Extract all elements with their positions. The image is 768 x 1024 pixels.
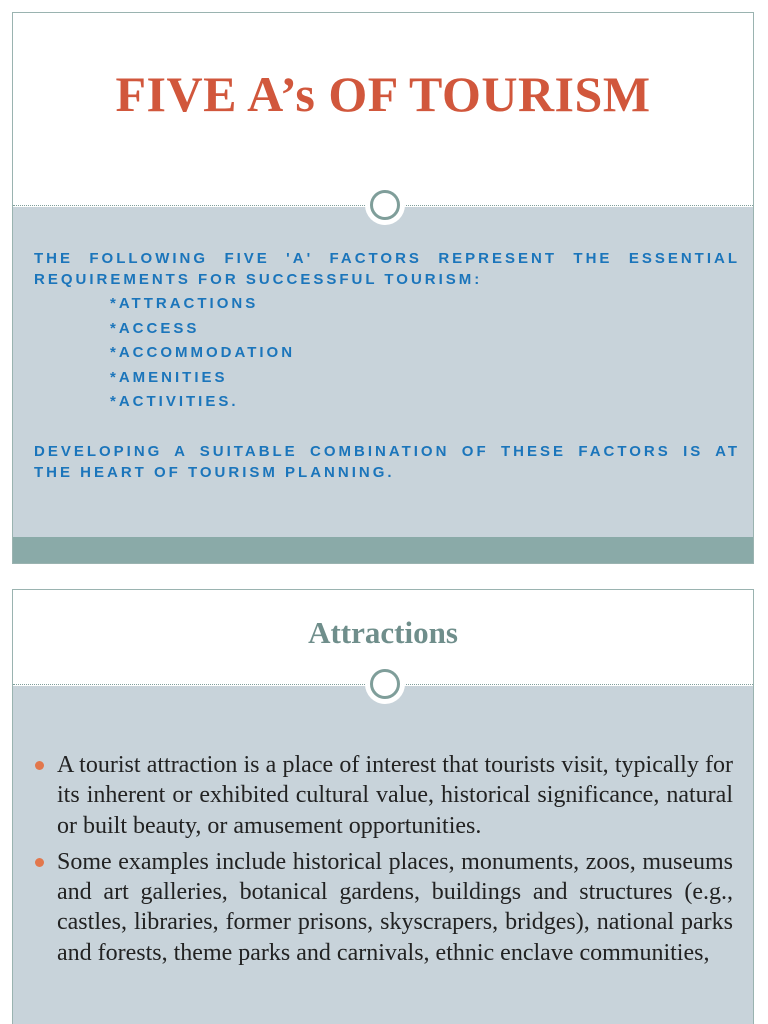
bullet-list [35,750,733,974]
bullet-text: A tourist attraction is a place of interest that tourists visit, typically for its inherent or exhibited cultural value, historical significance, natural or built beauty, or amusement opportunities. [57,752,733,839]
factor-list [110,292,295,415]
factor-item: *ATTRACTIONS [110,295,259,312]
factor-item: *AMENITIES [110,368,228,386]
bullet-item [35,847,733,968]
ring-ornament-icon [365,185,405,225]
bullet-item [35,750,733,841]
factor-item: *ACCESS [110,319,200,337]
bullet-dot-icon [35,761,44,770]
slide-five-as [12,12,754,564]
slide-title: FIVE A’s OF TOURISM [115,66,651,122]
footer-bar [13,537,753,564]
title-area [13,13,753,205]
slide-attractions [12,589,754,1024]
ring-ornament-icon [365,664,405,704]
bullet-dot-icon [35,858,44,867]
factor-item: *ACCOMMODATION [110,344,296,361]
bullet-text: Some examples include historical places, monuments, zoos, museums and art galleries, botanical gardens, buildings and structures (e.g., castles, libraries, former prisons, skyscrapers, bridges), national parks and forests, theme parks and carnivals, ethnic enclave communities, [57,848,733,966]
closing-text: DEVELOPING A SUITABLE COMBINATION OF THESE FACTORS IS AT THE HEART OF TOURISM PLANNING. [34,443,740,481]
slide-title: Attractions [308,615,458,650]
factor-item: *ACTIVITIES. [110,393,239,410]
intro-text: THE FOLLOWING FIVE 'A' FACTORS REPRESENT THE ESSENTIAL REQUIREMENTS FOR SUCCESSFUL TOURISM: [34,250,740,288]
